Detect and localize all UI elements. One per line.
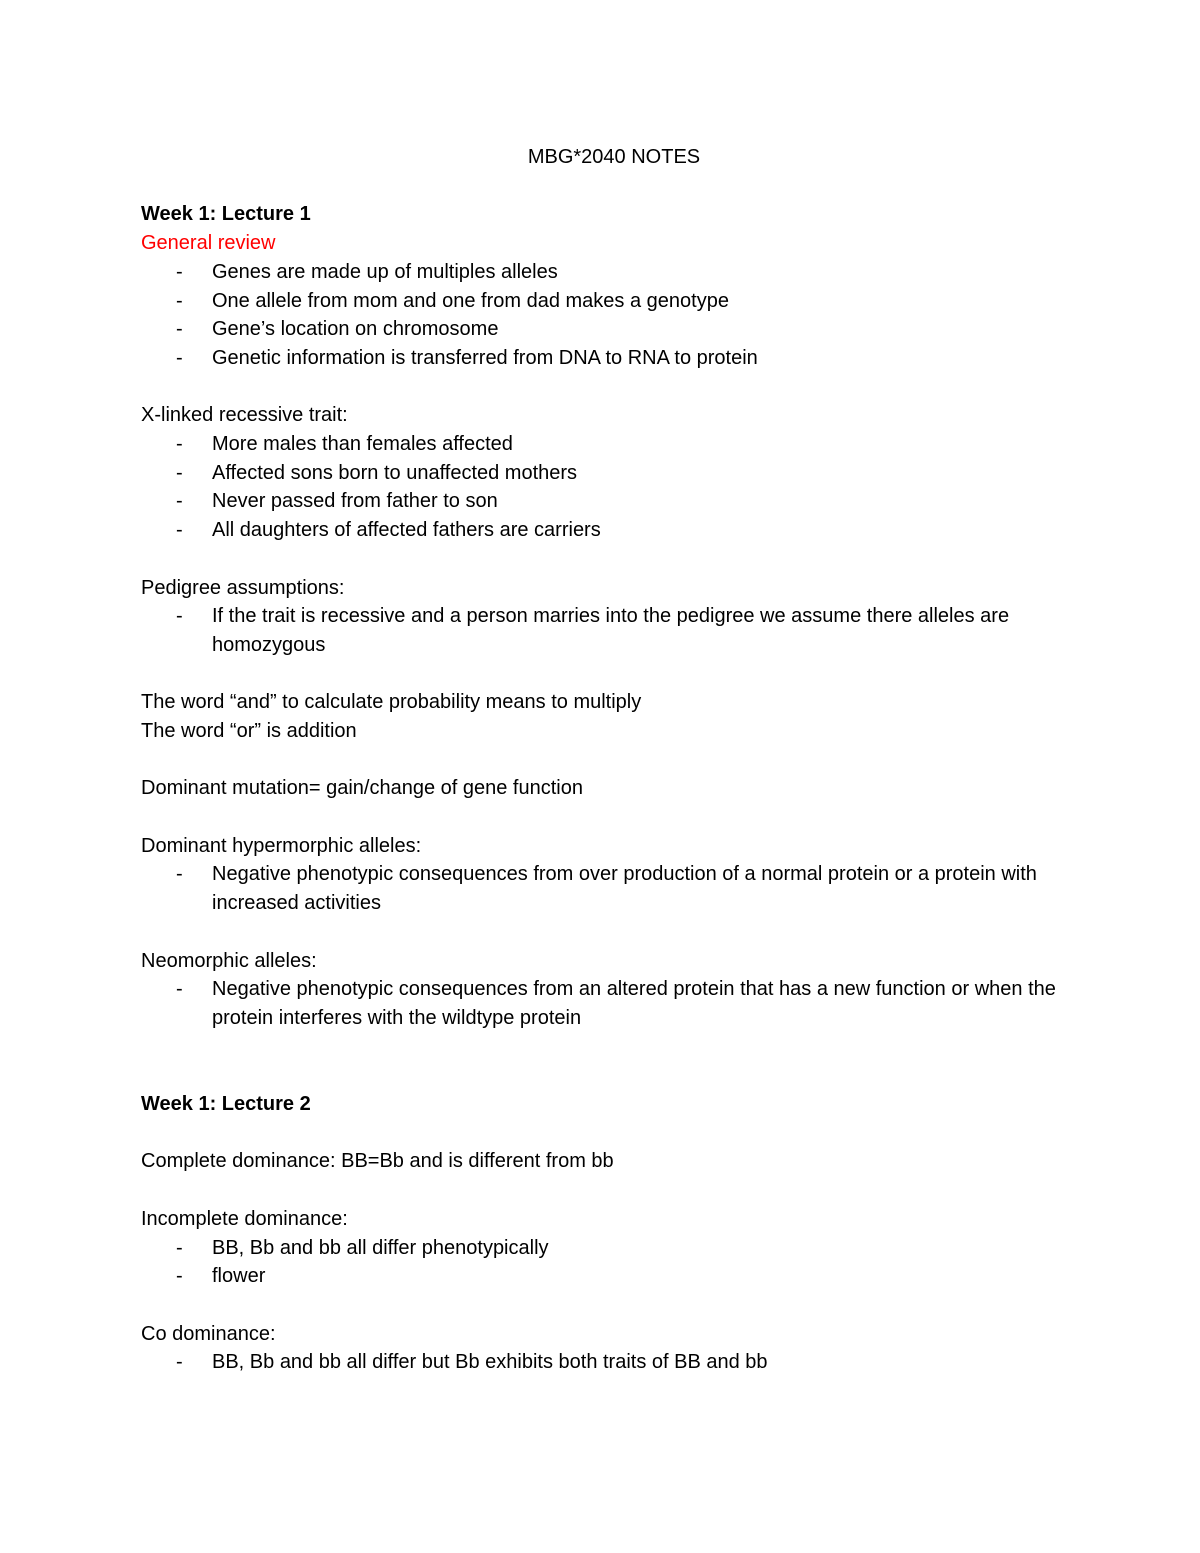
subheading-neomorphic: Neomorphic alleles:	[141, 949, 317, 972]
probability-and-text: The word “and” to calculate probability means to multiply	[141, 691, 642, 714]
subheading-incomplete-dominance: Incomplete dominance:	[141, 1207, 348, 1230]
list-item: - Genetic information is transferred from DNA to RNA to protein	[176, 346, 758, 369]
list-item: - If the trait is recessive and a person marries into the pedigree we assume there alleles are homozygous	[176, 605, 1010, 656]
dominant-mutation-text: Dominant mutation= gain/change of gene function	[141, 777, 583, 800]
section-heading-week1-lecture2: Week 1: Lecture 2	[141, 1093, 311, 1116]
list-item: - One allele from mom and one from dad makes a genotype	[176, 289, 729, 312]
hypermorphic-list	[141, 860, 1061, 917]
neomorphic-list	[141, 975, 1061, 1032]
list-item: - Genes are made up of multiples alleles	[176, 260, 558, 283]
co-dominance-list	[141, 1348, 1061, 1377]
subheading-pedigree: Pedigree assumptions:	[141, 576, 345, 599]
list-item: - Negative phenotypic consequences from over production of a normal protein or a protein with increased activities	[176, 863, 1037, 915]
complete-dominance-text: Complete dominance: BB=Bb and is different from bb	[141, 1150, 614, 1173]
probability-or-text: The word “or” is addition	[141, 720, 357, 742]
pedigree-list	[141, 602, 1061, 659]
section-heading-week1-lecture1: Week 1: Lecture 1	[141, 203, 311, 226]
subheading-hypermorphic: Dominant hypermorphic alleles:	[141, 834, 422, 857]
list-item: - BB, Bb and bb all differ but Bb exhibits both traits of BB and bb	[176, 1351, 768, 1374]
incomplete-dominance-list	[141, 1234, 1061, 1291]
x-linked-list	[141, 430, 1061, 545]
subheading-general-review: General review	[141, 232, 276, 255]
list-item: - All daughters of affected fathers are carriers	[176, 519, 601, 542]
document-title: MBG*2040 NOTES	[527, 146, 701, 168]
list-item: - Gene’s location on chromosome	[176, 318, 499, 341]
list-item: - BB, Bb and bb all differ phenotypically	[176, 1236, 549, 1259]
general-review-list	[141, 258, 1061, 373]
list-item: - Negative phenotypic consequences from an altered protein that has a new function or when the protein interferes with the wildtype protein	[176, 978, 1056, 1029]
list-item: - Never passed from father to son	[176, 490, 498, 513]
document-page	[141, 143, 1061, 1377]
list-item: - Affected sons born to unaffected mothers	[176, 461, 578, 484]
subheading-co-dominance: Co dominance:	[141, 1322, 276, 1345]
list-item: - More males than females affected	[176, 433, 513, 455]
list-item: - flower	[176, 1265, 266, 1288]
subheading-x-linked: X-linked recessive trait:	[141, 404, 348, 427]
